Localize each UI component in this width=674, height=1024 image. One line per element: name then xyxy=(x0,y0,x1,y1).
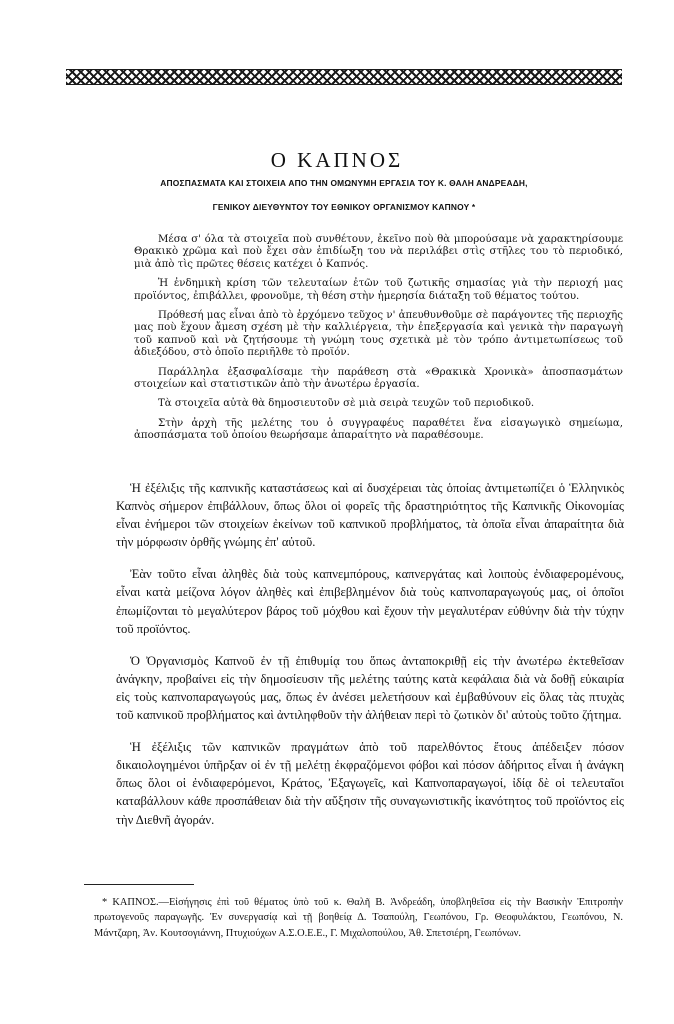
body-paragraph: Ἡ ἐξέλιξις τῆς καπνικῆς καταστάσεως καὶ αἱ δυσχέρειαι τὰς ὁποίας ἀντιμετωπίζει ὁ Ἑλληνικὸς Καπνὸς σήμερον ἐπιβάλλουν, ὅπως ὅλοι οἱ φορεῖς τῆς δραστηριότητος τῆς Καπνικῆς Οἰκονομίας εἶναι ἐνήμεροι τῶν στοιχείων ἐκείνων τοῦ καπνικοῦ προβλήματος, τὰ ὁποῖα εἶναι ἀπαραίτητα διὰ τὴν μόρφωσιν ὀρθῆς γνώμης ἐπ' αὐτοῦ. xyxy=(116,481,624,550)
footnote-text: * ΚΑΠΝΟΣ.—Εἰσήγησις ἐπὶ τοῦ θέματος ὑπὸ τοῦ κ. Θαλῆ Β. Ἀνδρεάδη, ὑποβληθεῖσα εἰς τὴν Βασικὴν Ἐπιτροπὴν πρωτογενοῦς παραγωγῆς. Ἐν συνεργασίᾳ καὶ τῇ βοηθείᾳ Δ. Τσαπούλη, Γεωπόνου, Γρ. Θεοφυλάκτου, Γεωπόνου, Ν. Μάντζαρη, Ἀν. Κουτσογιάννη, Πτυχιούχων Α.Σ.Ο.Ε.Ε., Γ. Μιχαλοπούλου, Ἀθ. Σπετσιέρη, Γεωπόνων. xyxy=(94,897,623,939)
footnote xyxy=(94,895,623,941)
body-paragraph: Ἡ ἐξέλιξις τῶν καπνικῶν πραγμάτων ἀπὸ τοῦ παρελθόντος ἔτους ἀπέδειξεν πόσον δικαιολογημένοι ὑπῆρξαν οἱ ἐν τῇ μελέτῃ ἐκφραζόμενοι φόβοι καὶ πόσον ἀδήριτος εἶναι ἡ ἀνάγκη ὅπως ὅλοι οἱ ἐνδιαφερόμενοι, Κράτος, Ἐξαγωγεῖς, καὶ Καπνοπαραγωγοί, ἰδίᾳ δὲ οἱ τελευταῖοι καταβάλλουν κάθε προσπάθειαν διὰ τὴν αὔξησιν τῆς συναγωνιστικῆς ἱκανότητος τοῦ προϊόντος εἰς τὴν Διεθνῆ ἀγοράν. xyxy=(116,740,624,827)
subtitle-line-2: ΓΕΝΙΚΟΥ ΔΙΕΥΘΥΝΤΟΥ ΤΟΥ ΕΘΝΙΚΟΥ ΟΡΓΑΝΙΣΜΟΥ ΚΑΠΝΟΥ * xyxy=(212,202,476,212)
main-text xyxy=(116,479,624,843)
body-paragraph: Ὁ Ὀργανισμὸς Καπνοῦ ἐν τῇ ἐπιθυμίᾳ του ὅπως ἀνταποκριθῇ εἰς τὴν ἀνωτέρω ἐκτεθεῖσαν ἀνάγκην, προβαίνει εἰς τὴν δημοσίευσιν τῆς μελέτης ταύτης κατὰ κεφάλαια διὰ νὰ δοθῇ εὐκαιρία εἰς τοὺς καπνοπαραγωγούς μας, ὅπως ἐν ἀνέσει μελετήσουν καὶ ἐμβαθύνουν εἰς ὅλας τὰς πτυχὰς τοῦ καπνικοῦ προβλήματος καὶ ἀντιληφθοῦν τὴν ἀλήθειαν περὶ τὸ ζωτικὸν δι' αὐτοὺς τοῦτο ζήτημα. xyxy=(116,653,624,723)
body-paragraph: Ἐὰν τοῦτο εἶναι ἀληθὲς διὰ τοὺς καπνεμπόρους, καπνεργάτας καὶ λοιποὺς ἐνδιαφερομένους, εἶναι κατὰ μείζονα λόγον ἀληθὲς καὶ ἐπιβεβλημένον διὰ τοὺς καπνοπαραγωγούς μας, οἱ ὁποῖοι ἐπωμίζονται τὸ μεγαλύτερον βάρος τοῦ μόχθου καὶ ἔχουν τὴν μεγαλυτέραν εὐθύνην διὰ τὴν τύχην τοῦ προϊόντος. xyxy=(116,567,624,636)
page-title: Ο ΚΑΠΝΟΣ xyxy=(270,148,404,173)
intro-paragraph: Πρόθεσή μας εἶναι ἀπὸ τὸ ἐρχόμενο τεῦχος ν' ἀπευθυνθοῦμε σὲ παράγοντες τῆς περιοχῆς μας ποὺ ἔχουν ἄμεση σχέση μὲ τὴν καλλιέργεια, τὴν ἐπεξεργασία καὶ γενικὰ τὴν παραγωγὴ τοῦ καπνοῦ καὶ νὰ ζητήσουμε τὴ γνώμη τους σχετικὰ μὲ τὸν τρόπο ἀντιμετωπίσεως τοῦ ἀδιεξόδου, στὸ ὁποῖο περιῆλθε τὸ προϊόν. xyxy=(134,310,623,359)
intro-paragraph: Μέσα σ' όλα τὰ στοιχεῖα ποὺ συνθέτουν, ἐκεῖνο ποὺ θὰ μπορούσαμε νὰ χαρακτηρίσουμε Θρακικὸ χρῶμα καὶ ποὺ ἔχει σὰν ἐπιδίωξη του νὰ περιλάβει στὶς στῆλες του τὸ περιοδικό, μιὰ ἀπὸ τὶς πρῶτες θέσεις κατέχει ὁ Καπνός. xyxy=(134,234,623,270)
intro-paragraph: Στὴν ἀρχὴ τῆς μελέτης του ὁ συγγραφέυς παραθέτει ἕνα εἰσαγωγικὸ σημείωμα, ἀποσπάσματα τοῦ ὁποίου θεωρήσαμε ἀπαραίτητο νὰ παραθέσουμε. xyxy=(134,417,623,442)
intro-paragraph: Παράλληλα ἐξασφαλίσαμε τὴν παράθεση στὰ «Θρακικὰ Χρονικὰ» ἀποσπασμάτων στοιχείων καὶ στατιστικῶν ἀπὸ τὴν ἀνωτέρω ἐργασία. xyxy=(134,366,623,391)
decorative-border xyxy=(66,69,622,85)
subtitle-line-1: ΑΠΟΣΠΑΣΜΑΤΑ ΚΑΙ ΣΤΟΙΧΕΙΑ ΑΠΟ ΤΗΝ ΟΜΩΝΥΜΗ ΕΡΓΑΣΙΑ ΤΟΥ Κ. ΘΑΛΗ ΑΝΔΡΕΑΔΗ, xyxy=(160,178,528,188)
footnote-divider xyxy=(84,884,194,885)
intro-paragraph: Ἡ ἐνδημικὴ κρίση τῶν τελευταίων ἐτῶν τοῦ ζωτικῆς σημασίας γιὰ τὴν περιοχή μας προϊόντος, ἐπιβάλλει, φρονοῦμε, τὴ θέση στὴν ἡμερησία διάταξη τοῦ θέματος τούτου. xyxy=(134,278,623,302)
intro-paragraph: Τὰ στοιχεῖα αὐτὰ θὰ δημοσιευτοῦν σὲ μιὰ σειρὰ τευχῶν τοῦ περιοδικοῦ. xyxy=(158,398,535,410)
intro-section xyxy=(134,234,623,450)
